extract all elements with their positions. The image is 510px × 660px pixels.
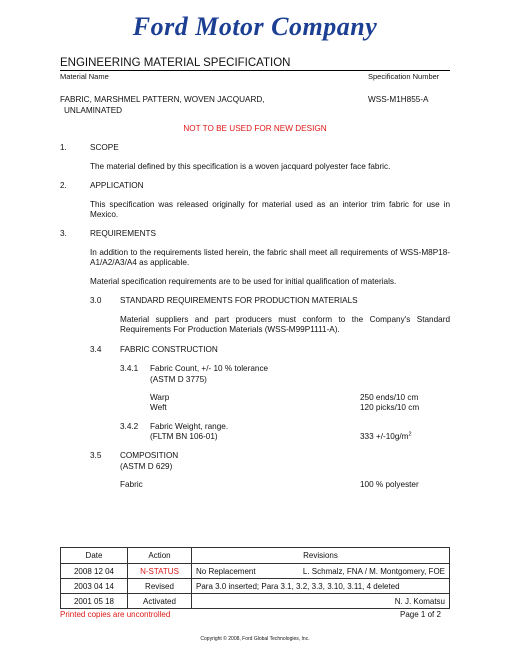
section-3-4-2-number: 3.4.2 xyxy=(120,422,139,431)
weft-value: 120 picks/10 cm xyxy=(360,403,420,412)
fabric-composition-value: 100 % polyester xyxy=(360,480,419,489)
revision-authors: L. Schmalz, FNA / M. Montgomery, FOE xyxy=(289,564,450,579)
material-name-line2: UNLAMINATED xyxy=(64,106,123,115)
document-title: ENGINEERING MATERIAL SPECIFICATION xyxy=(60,57,291,69)
revision-action: Activated xyxy=(128,594,192,609)
section-2-text: This specification was released originally for material used as an interior trim fabric for use in Mexico. xyxy=(90,200,450,220)
table-row xyxy=(61,579,450,594)
section-1-text: The material defined by this specification is a woven jacquard polyester face fabric. xyxy=(90,162,391,171)
uncontrolled-copies-note: Printed copies are uncontrolled xyxy=(60,610,171,619)
section-3-text-1: In addition to the requirements listed herein, the fabric shall meet all requirements of WSS-M8P18-A1/A2/A3/A4 as applicable. xyxy=(90,248,450,268)
section-2-heading: APPLICATION xyxy=(90,181,144,190)
revision-replacement: No Replacement xyxy=(192,564,289,579)
composition-method: (ASTM D 629) xyxy=(120,462,173,471)
section-2-number: 2. xyxy=(60,181,67,190)
section-1-heading: SCOPE xyxy=(90,143,119,152)
section-3-0-text: Material suppliers and part producers must conform to the Company's Standard Requirements For Production Materials (WSS-M99P1111-A). xyxy=(120,315,450,335)
revision-description: Para 3.0 inserted; Para 3.1, 3.2, 3.3, 3.10, 3.11, 4 deleted xyxy=(192,579,450,594)
fabric-count-method: (ASTM D 3775) xyxy=(150,375,207,384)
title-rule xyxy=(60,70,450,71)
weft-label: Weft xyxy=(150,403,167,412)
weight-unit-superscript: 2 xyxy=(408,431,412,438)
page-number: Page 1 of 2 xyxy=(400,610,441,619)
action-header: Action xyxy=(128,548,192,564)
revision-date: 2003 04 14 xyxy=(61,579,128,594)
section-1-number: 1. xyxy=(60,143,67,152)
section-3-4-number: 3.4 xyxy=(90,345,102,354)
copyright: Copyright © 2008, Ford Global Technologies, Inc. xyxy=(200,636,310,642)
revisions-header: Revisions xyxy=(192,548,450,564)
section-3-5-heading: COMPOSITION xyxy=(120,451,179,460)
warp-label: Warp xyxy=(150,393,170,402)
fabric-label: Fabric xyxy=(120,480,143,489)
ford-logo: Ford Motor Company xyxy=(132,12,378,41)
material-name-line1: FABRIC, MARSHMEL PATTERN, WOVEN JACQUARD, xyxy=(60,95,265,104)
fabric-weight-method: (FLTM BN 106-01) xyxy=(150,432,218,441)
revision-action: N-STATUS xyxy=(128,564,192,579)
revision-description: N. J. Komatsu xyxy=(192,594,450,609)
spec-number: WSS-M1H855-A xyxy=(368,95,429,104)
revision-date: 2001 05 18 xyxy=(61,594,128,609)
section-3-text-2: Material specification requirements are to be used for initial qualification of materials. xyxy=(90,277,397,286)
revision-action: Revised xyxy=(128,579,192,594)
revisions-table xyxy=(60,547,450,609)
fabric-weight-value: $333 +/-10g/m^2$ xyxy=(360,431,412,441)
section-3-0-number: 3.0 xyxy=(90,296,102,305)
material-name-label: Material Name xyxy=(60,72,109,81)
table-row xyxy=(61,564,450,579)
section-3-heading: REQUIREMENTS xyxy=(90,229,156,238)
date-header: Date xyxy=(61,548,128,564)
section-3-4-1-number: 3.4.1 xyxy=(120,364,139,373)
spec-number-label: Specification Number xyxy=(368,72,440,81)
fabric-count-label: Fabric Count, +/- 10 % tolerance xyxy=(150,364,269,373)
section-3-4-heading: FABRIC CONSTRUCTION xyxy=(120,345,218,354)
section-3-5-number: 3.5 xyxy=(90,451,102,460)
not-for-new-design-notice: NOT TO BE USED FOR NEW DESIGN xyxy=(183,124,327,133)
fabric-weight-label: Fabric Weight, range. xyxy=(150,422,229,431)
table-row xyxy=(61,594,450,609)
section-3-number: 3. xyxy=(60,229,67,238)
section-3-0-heading: STANDARD REQUIREMENTS FOR PRODUCTION MATERIALS xyxy=(120,296,358,305)
revisions-header-row xyxy=(61,548,450,564)
revision-date: 2008 12 04 xyxy=(61,564,128,579)
warp-value: 250 ends/10 cm xyxy=(360,393,419,402)
